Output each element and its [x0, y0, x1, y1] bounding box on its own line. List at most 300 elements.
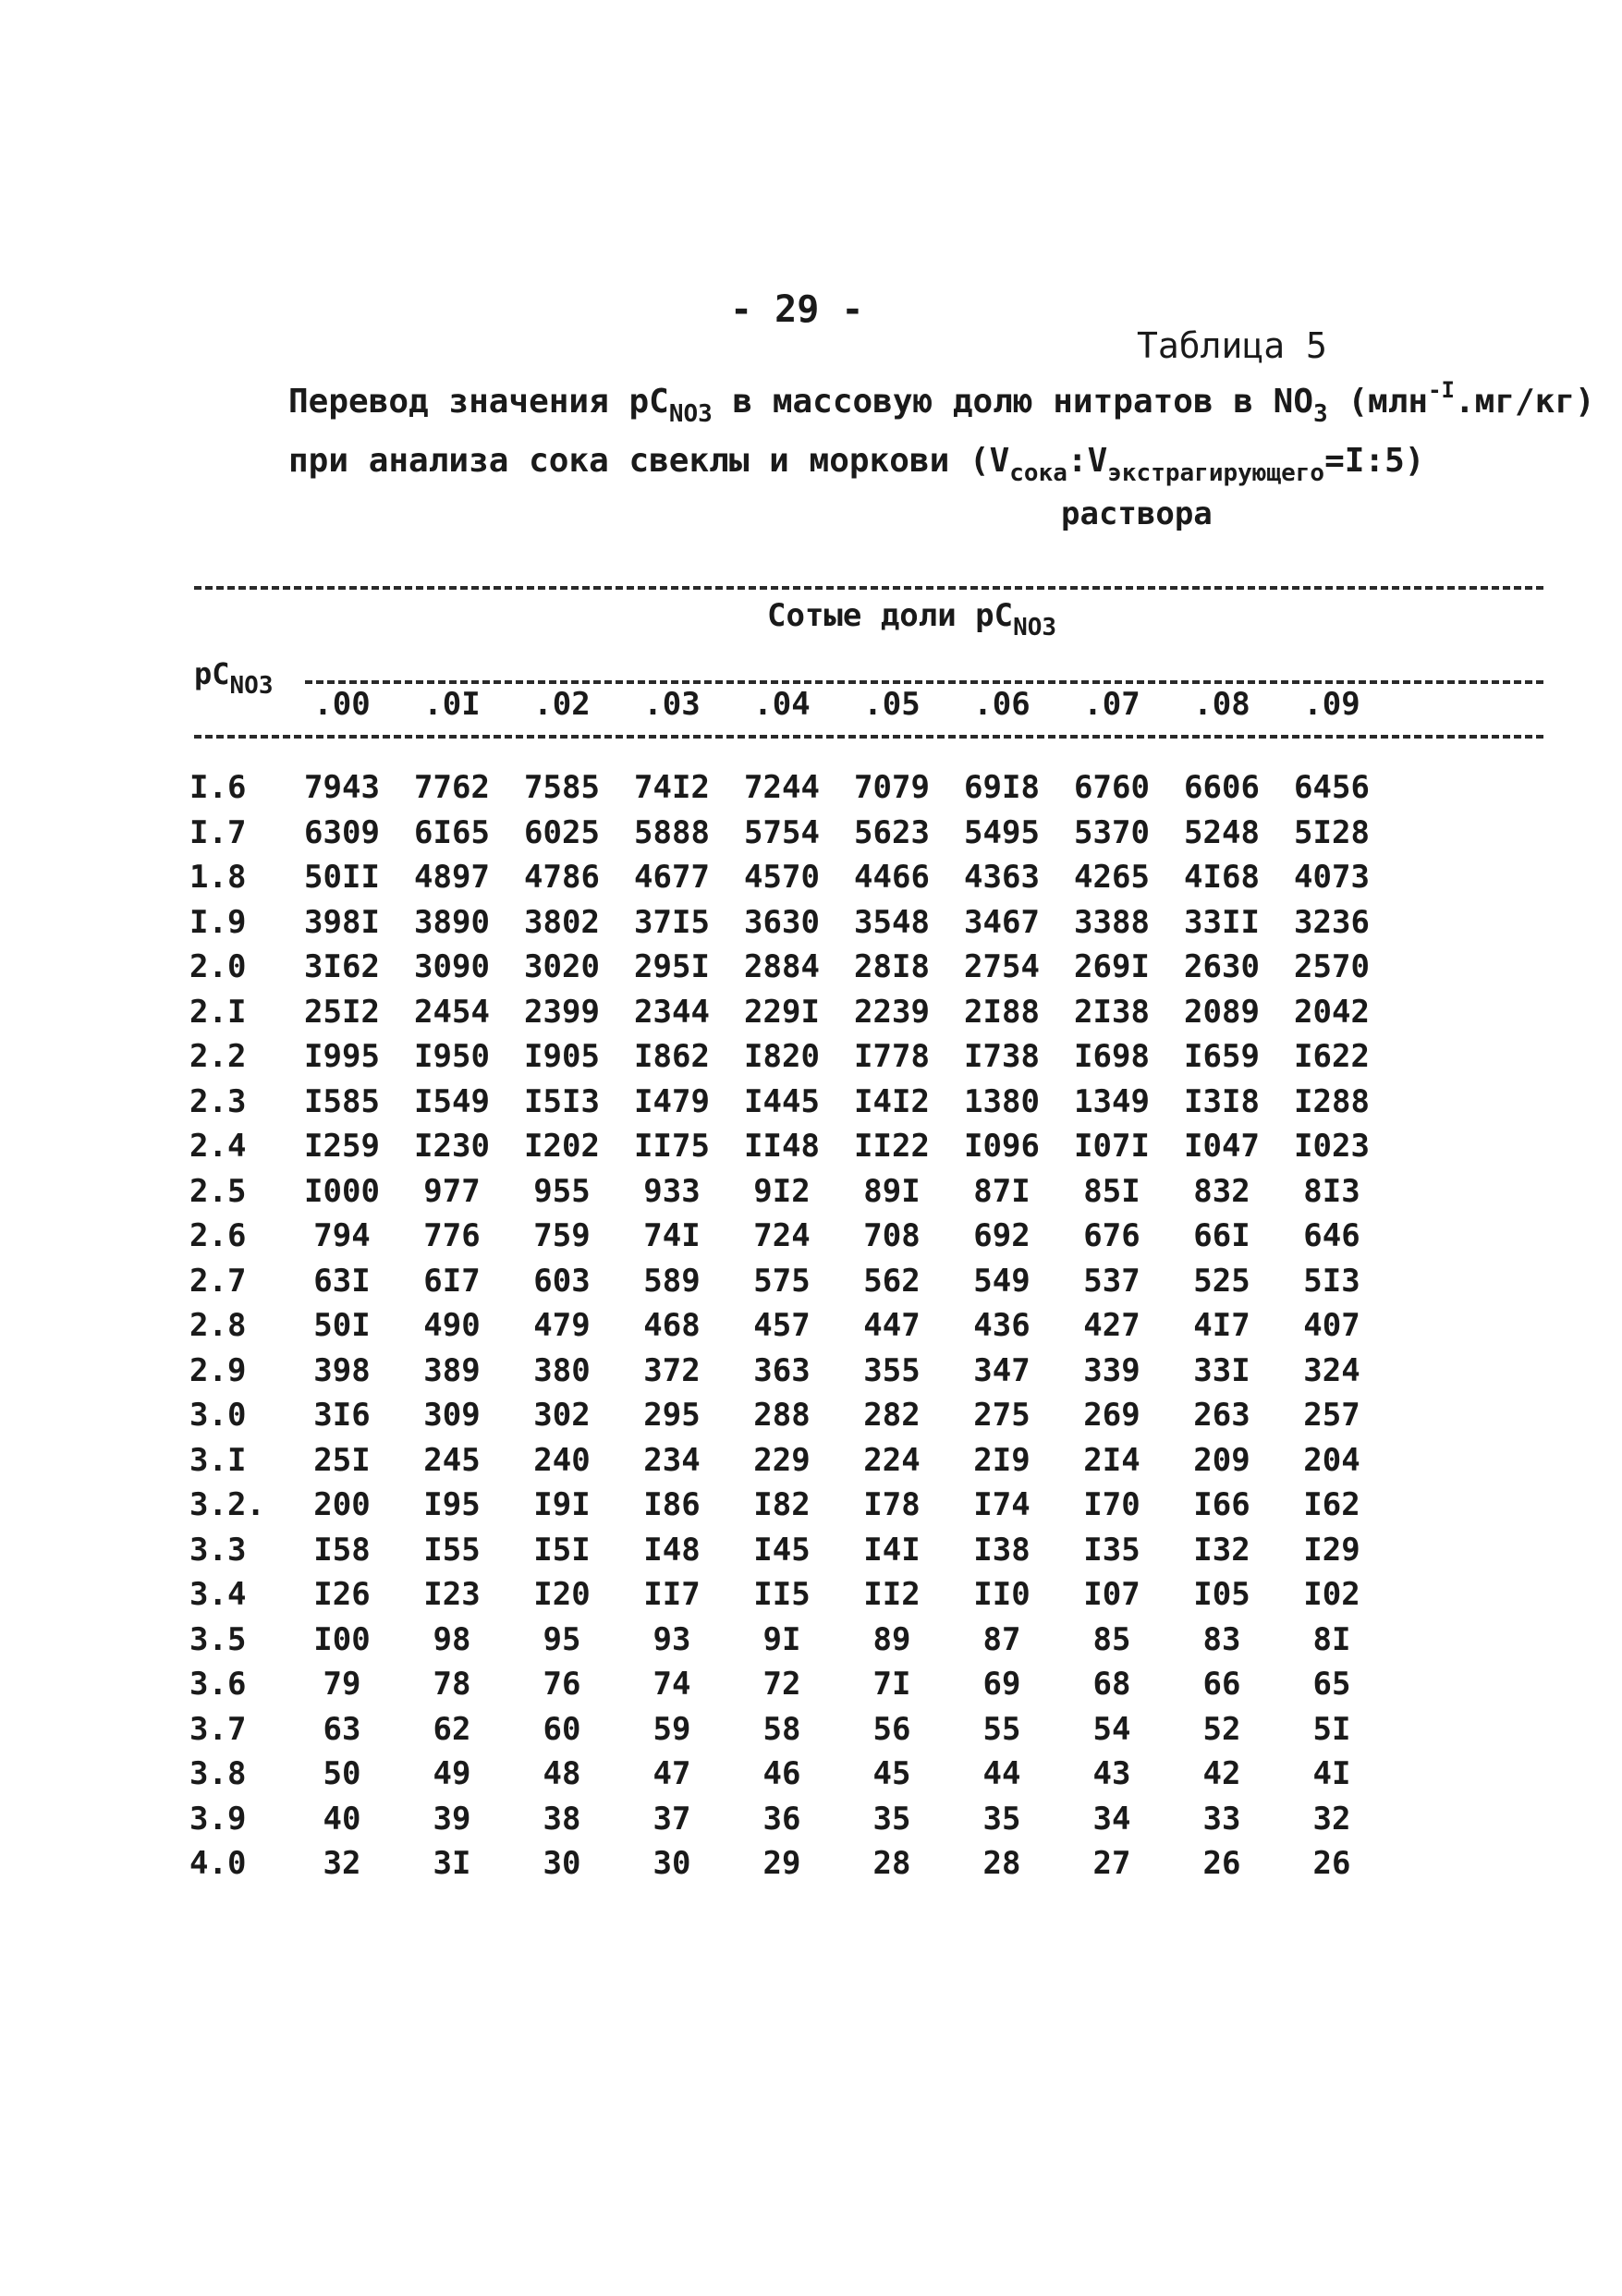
row-label: 3.7	[189, 1710, 247, 1748]
table-cell: I32	[1193, 1531, 1250, 1569]
table-cell: I20	[533, 1576, 591, 1613]
table-cell: 209	[1193, 1441, 1250, 1479]
caption-subscript: 3	[698, 400, 713, 428]
table-cell: 69	[982, 1666, 1021, 1703]
table-cell: 5370	[1074, 813, 1150, 851]
table-cell: I66	[1193, 1486, 1250, 1523]
table-cell: 398	[313, 1351, 371, 1389]
table-cell: 58	[762, 1710, 801, 1748]
caption-subscript: 3	[1313, 400, 1328, 428]
table-cell: 66	[1202, 1666, 1241, 1703]
table-cell: 525	[1193, 1262, 1250, 1300]
table-cell: 4897	[414, 859, 490, 896]
table-cell: 89I	[863, 1172, 921, 1210]
table-cell: 7I	[872, 1666, 911, 1703]
table-cell: 2454	[414, 993, 490, 1031]
table-cell: 32	[1312, 1800, 1351, 1838]
table-cell: 79	[323, 1666, 361, 1703]
table-cell: I259	[304, 1128, 380, 1165]
table-cell: 380	[533, 1351, 591, 1389]
table-cell: 977	[423, 1172, 481, 1210]
table-cell: I02	[1303, 1576, 1360, 1613]
table-cell: 5I	[1312, 1710, 1351, 1748]
caption-subscript: NO	[668, 400, 699, 428]
row-label: 2.0	[189, 948, 247, 985]
table-cell: 49	[433, 1755, 471, 1792]
table-cell: 3890	[414, 903, 490, 941]
row-label: 3.5	[189, 1620, 247, 1658]
table-cell: 5623	[854, 813, 930, 851]
table-cell: II7	[643, 1576, 701, 1613]
table-cell: 275	[973, 1397, 1031, 1434]
page-number: - 29 -	[730, 288, 864, 331]
row-label: 2.2	[189, 1038, 247, 1075]
table-cell: I000	[304, 1172, 380, 1210]
table-cell: I78	[863, 1486, 921, 1523]
table-cell: 69I8	[964, 769, 1040, 806]
table-cell: I07I	[1074, 1128, 1150, 1165]
row-axis-title-subscript: NO3	[229, 672, 274, 700]
table-cell: 63I	[313, 1262, 371, 1300]
table-cell: I3I8	[1184, 1082, 1260, 1120]
table-cell: I23	[423, 1576, 481, 1613]
table-cell: I86	[643, 1486, 701, 1523]
table-cell: I778	[854, 1038, 930, 1075]
table-cell: 6025	[524, 813, 600, 851]
table-cell: 85I	[1083, 1172, 1140, 1210]
table-cell: 537	[1083, 1262, 1140, 1300]
table-cell: 229I	[744, 993, 820, 1031]
table-cell: 4570	[744, 859, 820, 896]
table-cell: 229	[753, 1441, 811, 1479]
table-cell: 38	[543, 1800, 581, 1838]
column-header: .0I	[423, 686, 481, 723]
table-cell: 25I	[313, 1441, 371, 1479]
table-cell: I45	[753, 1531, 811, 1569]
table-cell: 5495	[964, 813, 1040, 851]
row-axis-title-text: pC	[194, 656, 230, 691]
table-cell: 2I9	[973, 1441, 1031, 1479]
table-cell: I29	[1303, 1531, 1360, 1569]
table-cell: 724	[753, 1217, 811, 1254]
table-cell: 28	[872, 1845, 911, 1882]
table-cell: 490	[423, 1307, 481, 1344]
table-cell: 44	[982, 1755, 1021, 1792]
table-cell: 74I	[643, 1217, 701, 1254]
table-cell: 1380	[964, 1082, 1040, 1120]
row-label: 2.6	[189, 1217, 247, 1254]
table-cell: 85	[1092, 1620, 1131, 1658]
table-cell: 48	[543, 1755, 581, 1792]
table-cell: I38	[973, 1531, 1031, 1569]
table-cell: 9I	[762, 1620, 801, 1658]
table-cell: 427	[1083, 1307, 1140, 1344]
table-cell: 3388	[1074, 903, 1150, 941]
row-label: 2.I	[189, 993, 247, 1031]
table-cell: 5I28	[1294, 813, 1370, 851]
table-cell: 95	[543, 1620, 581, 1658]
table-cell: 269	[1083, 1397, 1140, 1434]
table-cell: I202	[524, 1128, 600, 1165]
column-group-title-text: Сотые доли pC	[767, 597, 1014, 634]
table-cell: 3I	[433, 1845, 471, 1882]
table-cell: I698	[1074, 1038, 1150, 1075]
table-cell: 832	[1193, 1172, 1250, 1210]
caption-line-2	[288, 442, 1424, 487]
table-cell: 65	[1312, 1666, 1351, 1703]
row-label: 3.9	[189, 1800, 247, 1838]
table-cell: 324	[1303, 1351, 1360, 1389]
table-cell: 479	[533, 1307, 591, 1344]
table-cell: 355	[863, 1351, 921, 1389]
row-label: 2.9	[189, 1351, 247, 1389]
table-cell: 98	[433, 1620, 471, 1658]
table-cell: 28	[982, 1845, 1021, 1882]
row-label: 1.8	[189, 859, 247, 896]
column-header: .02	[533, 686, 591, 723]
table-cell: 2630	[1184, 948, 1260, 985]
table-cell: 63	[323, 1710, 361, 1748]
table-cell: 50	[323, 1755, 361, 1792]
table-cell: 7244	[744, 769, 820, 806]
table-cell: I288	[1294, 1082, 1370, 1120]
table-cell: 26	[1312, 1845, 1351, 1882]
table-cell: 30	[652, 1845, 691, 1882]
column-header: .05	[863, 686, 921, 723]
table-cell: II75	[634, 1128, 710, 1165]
caption-text: при анализа сока свеклы и моркови (V	[288, 442, 1010, 480]
table-cell: 2089	[1184, 993, 1260, 1031]
table-cell: 33	[1202, 1800, 1241, 1838]
row-label: 2.3	[189, 1082, 247, 1120]
table-cell: I35	[1083, 1531, 1140, 1569]
row-label: 2.8	[189, 1307, 247, 1344]
table-cell: I74	[973, 1486, 1031, 1523]
row-label: 3.I	[189, 1441, 247, 1479]
table-cell: I659	[1184, 1038, 1260, 1075]
table-cell: 4677	[634, 859, 710, 896]
table-cell: 74	[652, 1666, 691, 1703]
table-cell: 33I	[1193, 1351, 1250, 1389]
caption-text: в массовую долю нитратов в NO	[732, 383, 1314, 421]
table-cell: 4786	[524, 859, 600, 896]
table-cell: I549	[414, 1082, 490, 1120]
table-cell: 8I3	[1303, 1172, 1360, 1210]
table-cell: 39	[433, 1800, 471, 1838]
caption-text: .мг/кг)	[1454, 383, 1595, 421]
table-cell: I047	[1184, 1128, 1260, 1165]
table-cell: I95	[423, 1486, 481, 1523]
table-cell: II48	[744, 1128, 820, 1165]
table-cell: 6760	[1074, 769, 1150, 806]
table-cell: 87I	[973, 1172, 1031, 1210]
column-group-title-subscript: NO3	[1013, 614, 1057, 641]
table-cell: 7762	[414, 769, 490, 806]
table-cell: 5248	[1184, 813, 1260, 851]
table-cell: I05	[1193, 1576, 1250, 1613]
table-cell: 87	[982, 1620, 1021, 1658]
table-cell: 339	[1083, 1351, 1140, 1389]
table-cell: 68	[1092, 1666, 1131, 1703]
table-cell: 2239	[854, 993, 930, 1031]
caption-text: Перевод значения pC	[288, 383, 669, 421]
row-label: I.9	[189, 903, 247, 941]
column-header: .08	[1193, 686, 1250, 723]
caption-line-1	[288, 377, 1595, 428]
table-cell: I62	[1303, 1486, 1360, 1523]
caption-text: :V	[1067, 442, 1108, 480]
table-cell: II22	[854, 1128, 930, 1165]
table-cell: 59	[652, 1710, 691, 1748]
row-label: 3.4	[189, 1576, 247, 1613]
table-cell: I023	[1294, 1128, 1370, 1165]
table-cell: 6309	[304, 813, 380, 851]
table-cell: I862	[634, 1038, 710, 1075]
table-cell: 42	[1202, 1755, 1241, 1792]
table-cell: 93	[652, 1620, 691, 1658]
table-cell: I995	[304, 1038, 380, 1075]
table-cell: 78	[433, 1666, 471, 1703]
table-cell: 28I8	[854, 948, 930, 985]
table-cell: I096	[964, 1128, 1040, 1165]
table-cell: 245	[423, 1441, 481, 1479]
table-cell: 32	[323, 1845, 361, 1882]
table-cell: II0	[973, 1576, 1031, 1613]
table-cell: I07	[1083, 1576, 1140, 1613]
table-cell: 9I2	[753, 1172, 811, 1210]
table-cell: 1349	[1074, 1082, 1150, 1120]
table-cell: I622	[1294, 1038, 1370, 1075]
table-cell: 50I	[313, 1307, 371, 1344]
table-cell: 2884	[744, 948, 820, 985]
table-cell: 6I7	[423, 1262, 481, 1300]
table-cell: 4363	[964, 859, 1040, 896]
table-cell: 407	[1303, 1307, 1360, 1344]
table-cell: 5I3	[1303, 1262, 1360, 1300]
table-cell: 2I38	[1074, 993, 1150, 1031]
table-cell: 3548	[854, 903, 930, 941]
column-group-title	[767, 597, 1056, 641]
table-cell: 7585	[524, 769, 600, 806]
table-cell: 6606	[1184, 769, 1260, 806]
table-cell: 6I65	[414, 813, 490, 851]
table-cell: 224	[863, 1441, 921, 1479]
column-header: .03	[643, 686, 701, 723]
table-cell: 40	[323, 1800, 361, 1838]
table-cell: 62	[433, 1710, 471, 1748]
table-cell: 2399	[524, 993, 600, 1031]
table-cell: I230	[414, 1128, 490, 1165]
table-label: Таблица 5	[1137, 325, 1327, 366]
table-cell: 933	[643, 1172, 701, 1210]
table-cell: 3020	[524, 948, 600, 985]
table-cell: I585	[304, 1082, 380, 1120]
table-cell: 389	[423, 1351, 481, 1389]
table-cell: 72	[762, 1666, 801, 1703]
table-cell: I9I	[533, 1486, 591, 1523]
row-label: 2.7	[189, 1262, 247, 1300]
table-cell: 295	[643, 1397, 701, 1434]
table-cell: 562	[863, 1262, 921, 1300]
table-cell: 269I	[1074, 948, 1150, 985]
table-cell: 282	[863, 1397, 921, 1434]
table-cell: 5754	[744, 813, 820, 851]
caption-superscript: -I	[1428, 377, 1455, 403]
table-cell: 457	[753, 1307, 811, 1344]
table-cell: 30	[543, 1845, 581, 1882]
table-cell: I58	[313, 1531, 371, 1569]
table-cell: 2I88	[964, 993, 1040, 1031]
column-header: .09	[1303, 686, 1360, 723]
table-cell: 575	[753, 1262, 811, 1300]
header-bottom-rule	[194, 735, 1543, 739]
table-cell: 309	[423, 1397, 481, 1434]
table-cell: 45	[872, 1755, 911, 1792]
table-cell: 3802	[524, 903, 600, 941]
column-header: .06	[973, 686, 1031, 723]
table-cell: 6456	[1294, 769, 1370, 806]
table-cell: 36	[762, 1800, 801, 1838]
table-cell: II2	[863, 1576, 921, 1613]
table-cell: 3090	[414, 948, 490, 985]
row-label: 3.8	[189, 1755, 247, 1792]
table-cell: 29	[762, 1845, 801, 1882]
table-cell: 200	[313, 1486, 371, 1523]
row-label: 3.0	[189, 1397, 247, 1434]
table-cell: 25I2	[304, 993, 380, 1031]
table-cell: 288	[753, 1397, 811, 1434]
table-cell: 83	[1202, 1620, 1241, 1658]
table-cell: 794	[313, 1217, 371, 1254]
table-top-rule	[194, 586, 1543, 590]
column-header: .00	[313, 686, 371, 723]
caption-subscript: сока	[1009, 459, 1067, 487]
table-cell: 3I6	[313, 1397, 371, 1434]
table-cell: 60	[543, 1710, 581, 1748]
table-cell: 37	[652, 1800, 691, 1838]
table-cell: 2570	[1294, 948, 1370, 985]
table-cell: 2042	[1294, 993, 1370, 1031]
table-cell: 47	[652, 1755, 691, 1792]
table-cell: 43	[1092, 1755, 1131, 1792]
table-cell: 240	[533, 1441, 591, 1479]
table-cell: I70	[1083, 1486, 1140, 1523]
row-label: 3.3	[189, 1531, 247, 1569]
caption-text: =I:5)	[1324, 442, 1425, 480]
table-cell: 2754	[964, 948, 1040, 985]
table-cell: 372	[643, 1351, 701, 1389]
table-cell: I445	[744, 1082, 820, 1120]
table-cell: 4466	[854, 859, 930, 896]
table-cell: 295I	[634, 948, 710, 985]
table-cell: 646	[1303, 1217, 1360, 1254]
row-label: 3.6	[189, 1666, 247, 1703]
table-cell: I48	[643, 1531, 701, 1569]
table-cell: 4I	[1312, 1755, 1351, 1792]
table-cell: II5	[753, 1576, 811, 1613]
caption-line-3: раствора	[1061, 495, 1213, 532]
table-cell: 2I4	[1083, 1441, 1140, 1479]
column-group-rule	[305, 680, 1543, 684]
table-cell: I00	[313, 1620, 371, 1658]
table-cell: I55	[423, 1531, 481, 1569]
table-cell: 34	[1092, 1800, 1131, 1838]
table-cell: I5I3	[524, 1082, 600, 1120]
table-cell: 302	[533, 1397, 591, 1434]
table-cell: 3467	[964, 903, 1040, 941]
table-cell: 76	[543, 1666, 581, 1703]
table-cell: 55	[982, 1710, 1021, 1748]
table-cell: 398I	[304, 903, 380, 941]
table-cell: 89	[872, 1620, 911, 1658]
row-label: I.6	[189, 769, 247, 806]
table-cell: 2344	[634, 993, 710, 1031]
table-cell: 436	[973, 1307, 1031, 1344]
table-cell: I738	[964, 1038, 1040, 1075]
table-cell: I4I2	[854, 1082, 930, 1120]
table-cell: 589	[643, 1262, 701, 1300]
table-cell: 347	[973, 1351, 1031, 1389]
row-label: I.7	[189, 813, 247, 851]
table-cell: 4I68	[1184, 859, 1260, 896]
table-cell: 3I62	[304, 948, 380, 985]
table-cell: 26	[1202, 1845, 1241, 1882]
table-cell: 363	[753, 1351, 811, 1389]
table-cell: 4265	[1074, 859, 1150, 896]
table-cell: 204	[1303, 1441, 1360, 1479]
caption-subscript: экстрагирующего	[1107, 459, 1325, 487]
table-cell: I905	[524, 1038, 600, 1075]
table-cell: 7079	[854, 769, 930, 806]
table-cell: 3630	[744, 903, 820, 941]
table-cell: 955	[533, 1172, 591, 1210]
row-label: 2.5	[189, 1172, 247, 1210]
table-cell: 3236	[1294, 903, 1370, 941]
table-cell: I82	[753, 1486, 811, 1523]
table-cell: I479	[634, 1082, 710, 1120]
table-cell: 35	[982, 1800, 1021, 1838]
table-cell: I26	[313, 1576, 371, 1613]
table-cell: 56	[872, 1710, 911, 1748]
table-cell: 4I7	[1193, 1307, 1250, 1344]
table-cell: 50II	[304, 859, 380, 896]
table-cell: 37I5	[634, 903, 710, 941]
row-label: 2.4	[189, 1128, 247, 1165]
table-cell: 603	[533, 1262, 591, 1300]
row-axis-title	[194, 656, 274, 700]
table-cell: 263	[1193, 1397, 1250, 1434]
table-cell: 27	[1092, 1845, 1131, 1882]
table-cell: 759	[533, 1217, 591, 1254]
table-cell: 54	[1092, 1710, 1131, 1748]
table-cell: I4I	[863, 1531, 921, 1569]
table-cell: 549	[973, 1262, 1031, 1300]
column-header: .04	[753, 686, 811, 723]
table-cell: 8I	[1312, 1620, 1351, 1658]
caption-text: (млн	[1348, 383, 1429, 421]
table-cell: I820	[744, 1038, 820, 1075]
table-cell: 46	[762, 1755, 801, 1792]
table-cell: I5I	[533, 1531, 591, 1569]
table-cell: 35	[872, 1800, 911, 1838]
row-label: 3.2.	[189, 1486, 265, 1523]
table-cell: 447	[863, 1307, 921, 1344]
table-cell: 7943	[304, 769, 380, 806]
table-cell: 66I	[1193, 1217, 1250, 1254]
table-cell: 676	[1083, 1217, 1140, 1254]
table-cell: 708	[863, 1217, 921, 1254]
table-cell: 692	[973, 1217, 1031, 1254]
